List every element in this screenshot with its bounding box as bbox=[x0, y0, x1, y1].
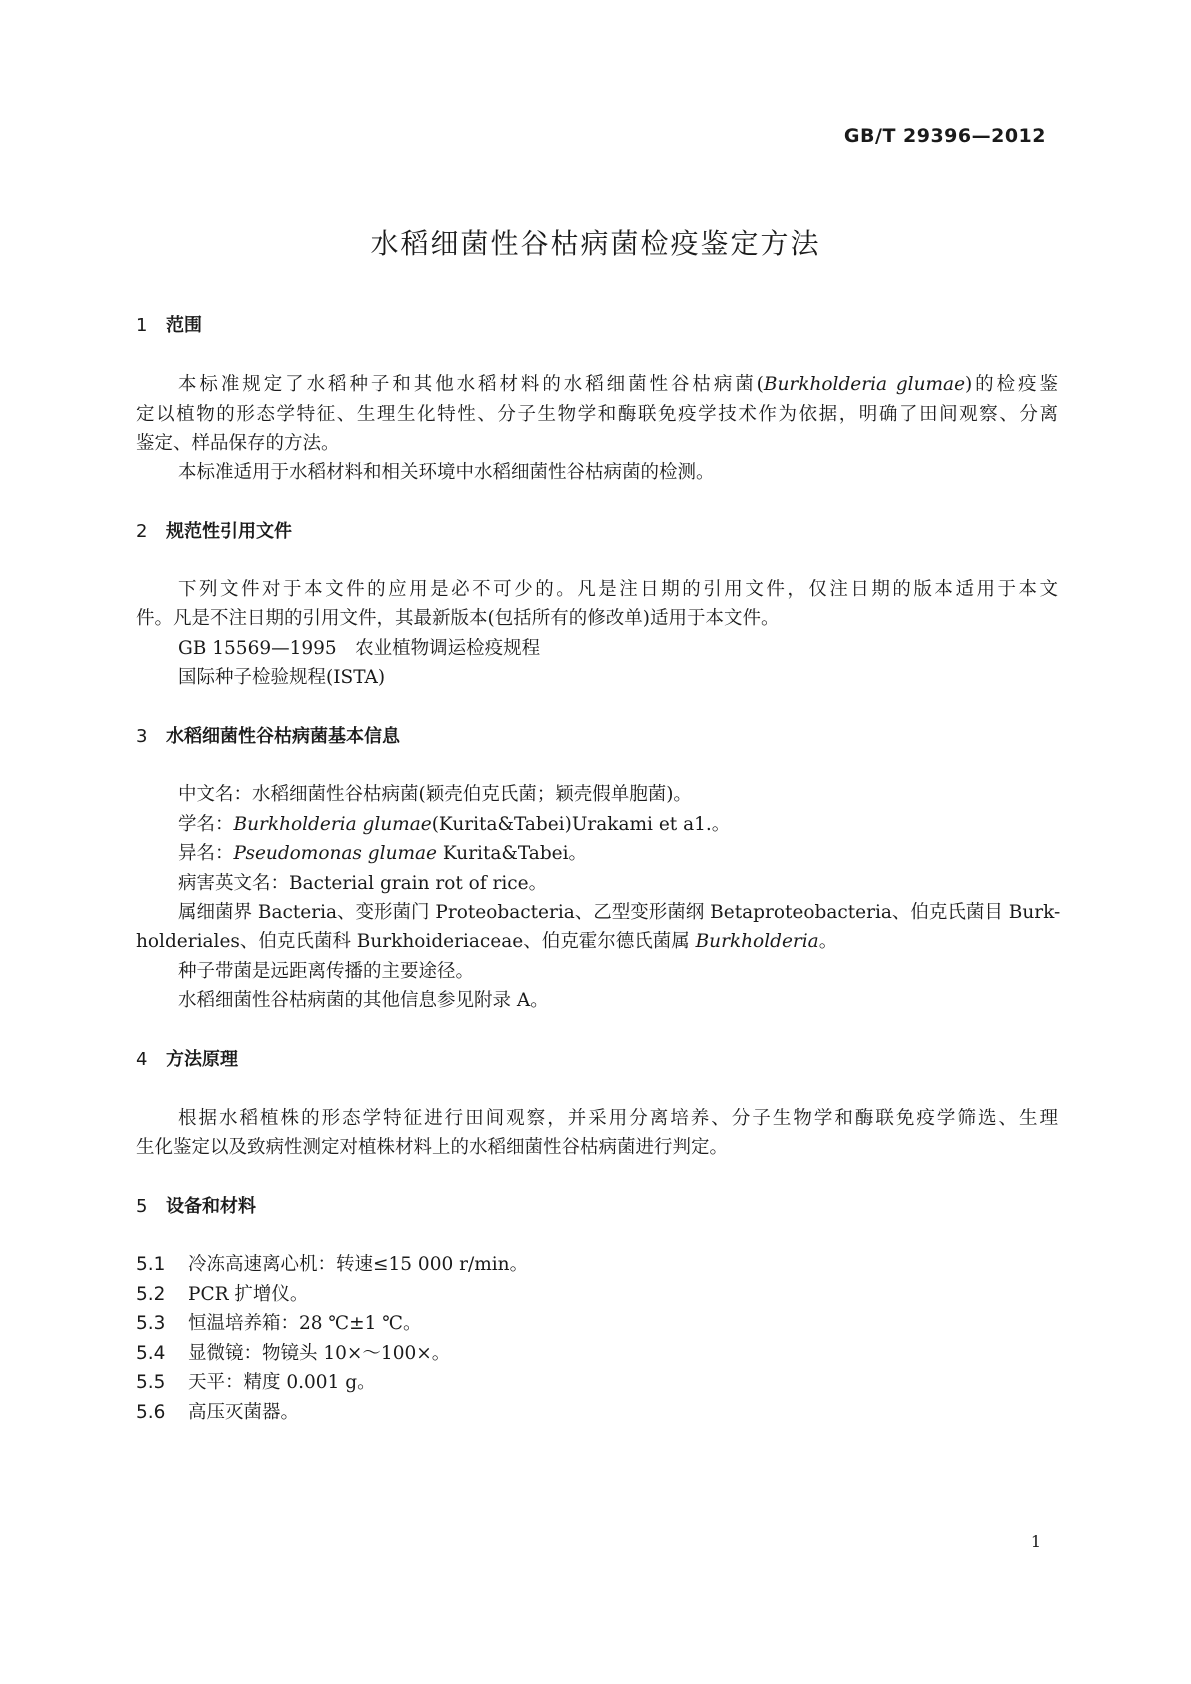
paragraph-line: 定以植物的形态学特征、生理生化特性、分子生物学和酶联免疫学技术作为依据，明确了田间观察、分离 bbox=[136, 404, 1058, 425]
paragraph-line: 件。凡是不注日期的引用文件，其最新版本(包括所有的修改单)适用于本文件。 bbox=[136, 608, 780, 629]
paragraph-line: 生化鉴定以及致病性测定对植株材料上的水稻细菌性谷枯病菌进行判定。 bbox=[136, 1137, 729, 1158]
paragraph-line: 鉴定、样品保存的方法。 bbox=[136, 433, 340, 454]
section-heading-2 bbox=[136, 517, 292, 543]
english-name: 病害英文名：Bacterial grain rot of rice。 bbox=[178, 873, 548, 894]
taxonomy-line: 属细菌界 Bacteria、变形菌门 Proteobacteria、乙型变形菌纲 Betaproteobacteria、伯克氏菌目 Burk- bbox=[178, 902, 1061, 923]
section-title: 水稻细菌性谷枯病菌基本信息 bbox=[166, 726, 400, 747]
section-title: 范围 bbox=[166, 315, 202, 336]
section-title: 规范性引用文件 bbox=[166, 521, 292, 542]
appendix-note: 水稻细菌性谷枯病菌的其他信息参见附录 A。 bbox=[178, 990, 549, 1011]
equipment-item: 5.1 冷冻高速离心机：转速≤15 000 r/min。 bbox=[136, 1254, 529, 1275]
section-heading-3 bbox=[136, 722, 400, 748]
section-title: 方法原理 bbox=[166, 1049, 238, 1070]
paragraph-line: 本标准规定了水稻种子和其他水稻材料的水稻细菌性谷枯病菌(Burkholderia glumae)的检疫鉴 bbox=[178, 374, 1058, 395]
document-code: GB/T 29396—2012 bbox=[843, 125, 1046, 147]
equipment-item: 5.6 高压灭菌器。 bbox=[136, 1402, 300, 1423]
transmission-note: 种子带菌是远距离传播的主要途径。 bbox=[178, 961, 475, 982]
chinese-name: 中文名：水稻细菌性谷枯病菌(颖壳伯克氏菌；颖壳假单胞菌)。 bbox=[178, 784, 692, 805]
paragraph-line: 本标准适用于水稻材料和相关环境中水稻细菌性谷枯病菌的检测。 bbox=[178, 462, 715, 483]
paragraph-line: 根据水稻植株的形态学特征进行田间观察，并采用分离培养、分子生物学和酶联免疫学筛选、生理 bbox=[178, 1108, 1058, 1129]
equipment-item: 5.3 恒温培养箱：28 ℃±1 ℃。 bbox=[136, 1313, 422, 1334]
section-number: 2 bbox=[136, 521, 148, 542]
section-number: 3 bbox=[136, 726, 148, 747]
section-heading-4 bbox=[136, 1045, 238, 1071]
reference-item: GB 15569—1995 农业植物调运检疫规程 bbox=[178, 638, 541, 659]
section-number: 4 bbox=[136, 1049, 148, 1070]
section-heading-1 bbox=[136, 311, 202, 337]
equipment-item: 5.2 PCR 扩增仪。 bbox=[136, 1284, 309, 1305]
equipment-item: 5.4 显微镜：物镜头 10×～100×。 bbox=[136, 1343, 451, 1364]
scientific-name: 学名：Burkholderia glumae(Kurita&Tabei)Urakami et a1.。 bbox=[178, 814, 731, 835]
taxonomy-line: holderiales、伯克氏菌科 Burkhoideriaceae、伯克霍尔德氏菌属 Burkholderia。 bbox=[136, 931, 838, 952]
equipment-item: 5.5 天平：精度 0.001 g。 bbox=[136, 1372, 376, 1393]
paragraph-line: 下列文件对于本文件的应用是必不可少的。凡是注日期的引用文件，仅注日期的版本适用于本文 bbox=[178, 579, 1058, 600]
section-number: 1 bbox=[136, 315, 148, 336]
section-number: 5 bbox=[136, 1196, 148, 1217]
document-title: 水稻细菌性谷枯病菌检疫鉴定方法 bbox=[370, 227, 821, 260]
section-title: 设备和材料 bbox=[166, 1196, 256, 1217]
reference-item: 国际种子检验规程(ISTA) bbox=[178, 667, 386, 688]
synonym: 异名：Pseudomonas glumae Kurita&Tabei。 bbox=[178, 843, 588, 864]
page-number: 1 bbox=[1030, 1532, 1041, 1551]
section-heading-5 bbox=[136, 1192, 256, 1218]
